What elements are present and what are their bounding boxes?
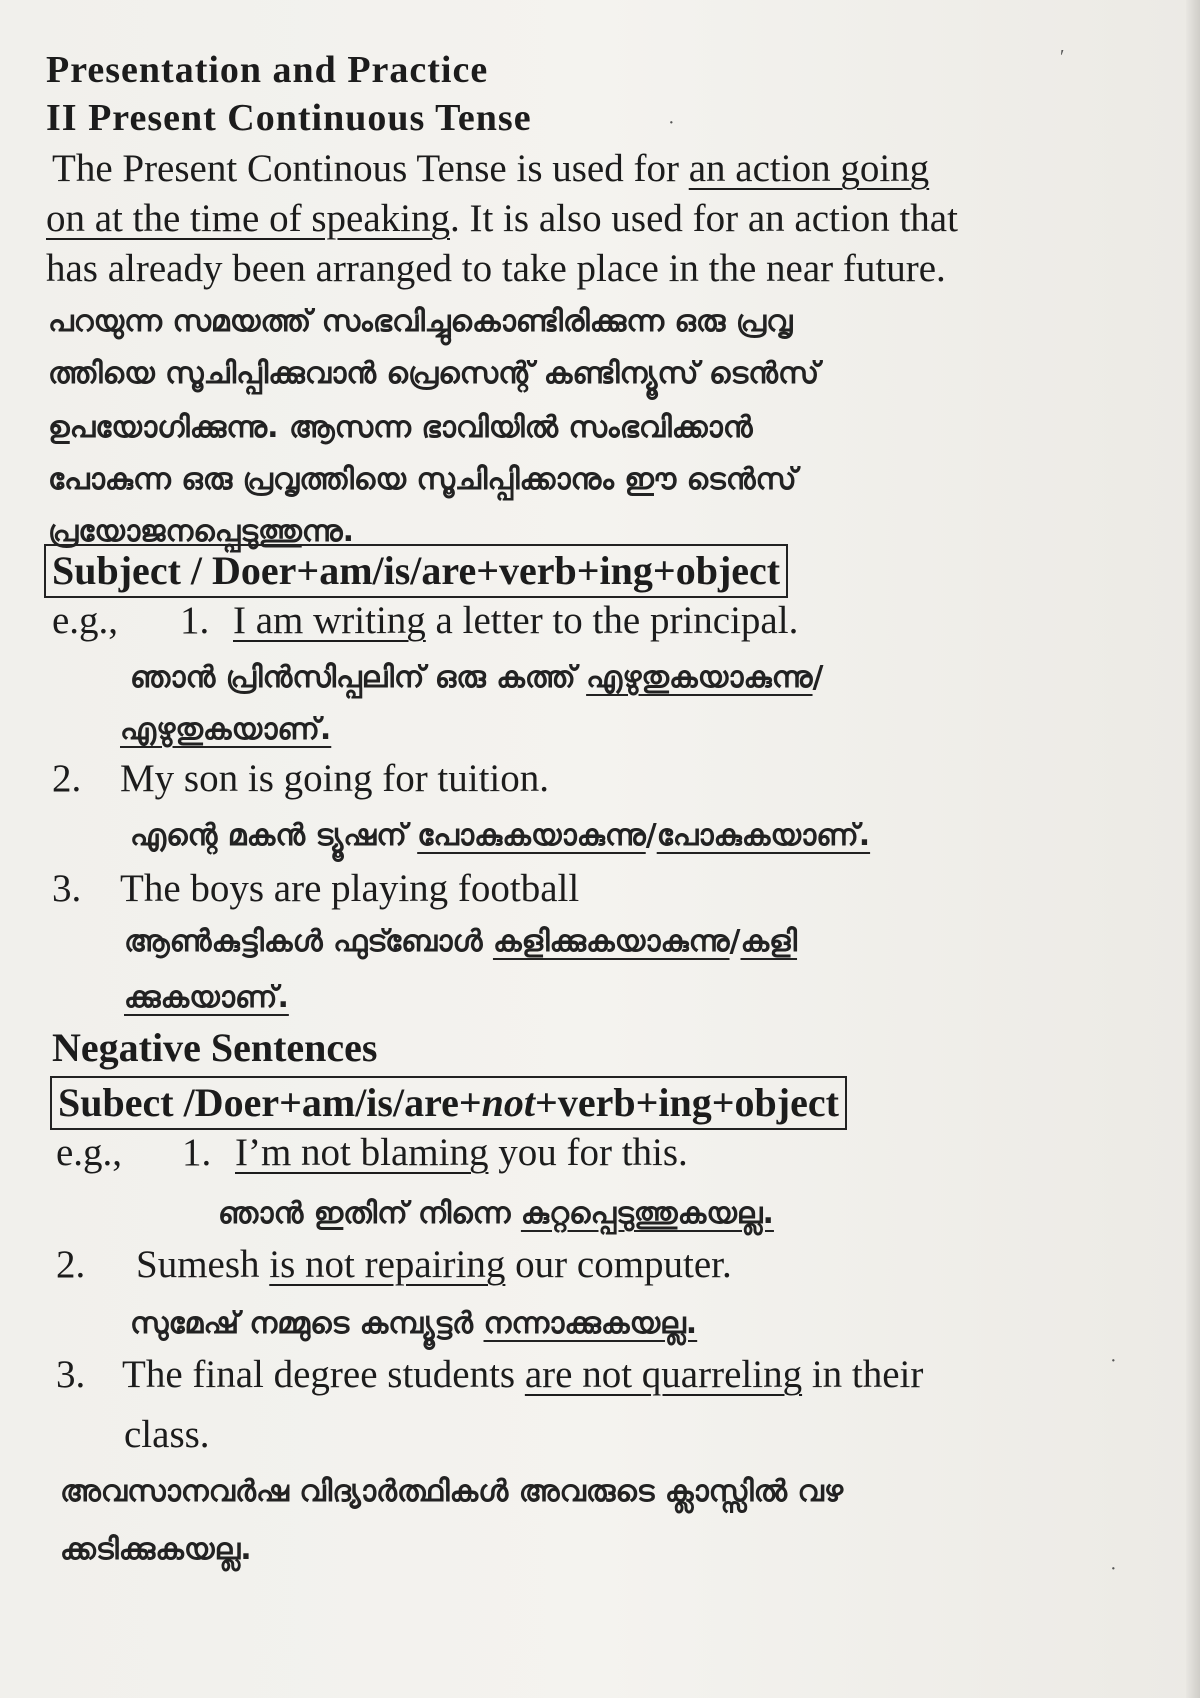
ml-text: / (729, 924, 741, 959)
example-1-ml (130, 660, 824, 695)
intro-text: The Present Continous Tense is used for (52, 147, 689, 190)
intro-ml-line-5: പ്രയോജനപ്പെടുത്തുന്നു. (48, 514, 354, 549)
ml-underline: ക്കുകയാണ്. (124, 980, 289, 1015)
formula-text: Subect /Doer+am/is/are+ (58, 1080, 482, 1125)
intro-line-2 (46, 196, 958, 241)
formula-affirmative: Subject / Doer+am/is/are+verb+ing+object (44, 544, 788, 598)
negative-3-ml: അവസാനവർഷ വിദ്യാർത്ഥികൾ അവരുടെ ക്ലാസ്സിൽ വഴ (60, 1474, 844, 1509)
example-number: 1. (182, 1131, 212, 1174)
speck-mark: · (1110, 1350, 1117, 1372)
ml-underline: കളി (740, 924, 798, 959)
formula-negative (50, 1076, 847, 1130)
ml-text: എന്റെ മകൻ ട്യൂഷന് (130, 818, 418, 853)
intro-ml-line-1: പറയുന്ന സമയത്ത് സംഭവിച്ചുകൊണ്ടിരിക്കുന്ന ഒരു പ്രവൃ (48, 304, 793, 339)
negative-3 (56, 1352, 923, 1397)
intro-underline: an action going (688, 147, 930, 190)
speck-mark: · (1110, 1558, 1117, 1580)
example-text: The final degree students (122, 1353, 525, 1396)
eg-label: e.g., (52, 599, 119, 642)
example-text: in their (802, 1353, 924, 1396)
eg-label: e.g., (56, 1131, 123, 1174)
example-underline: I am writing (233, 599, 426, 642)
example-3-ml-2 (124, 980, 289, 1015)
example-underline: are not quarreling (524, 1353, 803, 1396)
ml-text: / (812, 660, 824, 695)
ml-underline: പോകുകയാകുന്നു (417, 818, 646, 853)
heading-negative: Negative Sentences (52, 1025, 378, 1070)
example-number: 3. (56, 1353, 86, 1396)
negative-2-ml (130, 1306, 697, 1341)
ml-underline: നന്നാക്കുകയല്ല. (483, 1306, 698, 1341)
example-text: My son is going for tuition. (120, 757, 550, 800)
intro-text: . It is also used for an action that (449, 197, 958, 240)
intro-ml-line-4: പോകുന്ന ഒരു പ്രവൃത്തിയെ സൂചിപ്പിക്കാനും ഈ ടെൻസ് (48, 462, 797, 497)
ml-underline: എഴുതുകയാകുന്നു (586, 660, 813, 695)
example-2 (52, 756, 549, 801)
ml-text: ആൺകുട്ടികൾ ഫുട്ബോൾ (124, 924, 493, 959)
example-2-ml (130, 818, 870, 853)
ml-underline: കുറ്റപ്പെടുത്തുകയല്ല. (520, 1196, 774, 1231)
ml-underline: എഴുതുകയാണ്. (120, 712, 332, 747)
intro-underline: on at the time of speaking (46, 197, 450, 240)
page-edge-shadow (1186, 0, 1200, 1698)
intro-line-1 (52, 146, 929, 191)
speck-mark: · (668, 112, 675, 134)
example-1 (52, 598, 798, 643)
example-underline: is not repairing (269, 1243, 506, 1286)
formula-not: not (481, 1080, 536, 1125)
ml-text: ഞാൻ ഇതിന് നിന്നെ (218, 1196, 521, 1231)
ml-text: സുമേഷ് നമ്മുടെ കമ്പ്യൂട്ടർ (130, 1306, 484, 1341)
negative-3-line-2: class. (124, 1413, 210, 1456)
ml-underline: പോകുകയാണ്. (656, 818, 871, 853)
example-number: 3. (52, 867, 82, 910)
example-text: our computer. (505, 1243, 732, 1286)
negative-1 (56, 1130, 688, 1175)
example-text: Sumesh (136, 1243, 270, 1286)
example-3 (52, 866, 579, 911)
example-text: The boys are playing football (120, 867, 580, 910)
ml-underline: കളിക്കുകയാകുന്നു (492, 924, 730, 959)
example-number: 1. (180, 599, 210, 642)
negative-2 (56, 1242, 732, 1287)
negative-3-ml-2: ക്കടിക്കുകയല്ല. (60, 1532, 252, 1567)
intro-ml-line-2: ത്തിയെ സൂചിപ്പിക്കുവാൻ പ്രെസെന്റ് കണ്ടിന്യൂസ് ടെൻസ് (48, 356, 820, 391)
formula-text: +verb+ing+object (535, 1080, 839, 1125)
speck-mark: ′ (1060, 46, 1065, 68)
intro-line-3: has already been arranged to take place in the near future. (46, 247, 946, 290)
ml-text: ഞാൻ പ്രിൻസിപ്പലിന് ഒരു കത്ത് (130, 660, 587, 695)
example-underline: I’m not blaming (235, 1131, 489, 1174)
ml-text: / (645, 818, 657, 853)
example-number: 2. (52, 757, 82, 800)
heading-present-continuous: II Present Continuous Tense (46, 97, 532, 139)
negative-1-ml (218, 1196, 774, 1231)
heading-presentation: Presentation and Practice (46, 49, 489, 91)
example-3-ml (124, 924, 797, 959)
example-text: you for this. (488, 1131, 688, 1174)
example-number: 2. (56, 1243, 86, 1286)
example-1-ml-2 (120, 712, 331, 747)
example-text: a letter to the principal. (425, 599, 799, 642)
intro-ml-line-3: ഉപയോഗിക്കുന്നു. ആസന്ന ഭാവിയിൽ സംഭവിക്കാൻ (48, 410, 753, 445)
